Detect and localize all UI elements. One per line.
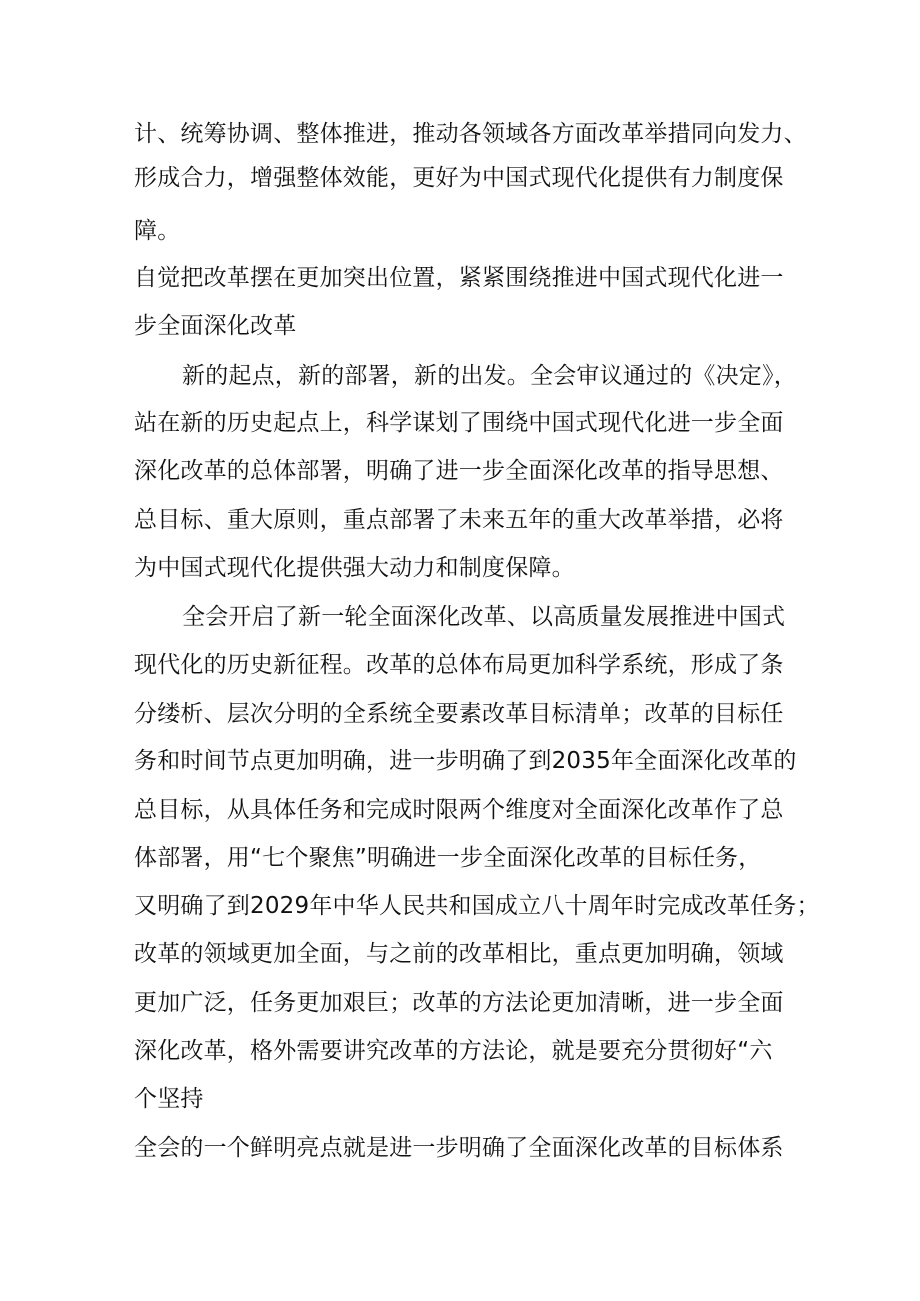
text-line: 总目标，从具体任务和完成时限两个维度对全面深化改革作了总 <box>134 797 784 823</box>
text-line: 形成合力，增强整体效能，更好为中国式现代化提供有力制度保 <box>134 165 784 191</box>
text-line: 深化改革的总体部署，明确了进一步全面深化改革的指导思想、 <box>134 458 784 484</box>
text-line: 现代化的历史新征程。改革的总体布局更加科学系统，形成了条 <box>134 652 784 678</box>
section-heading: 步全面深化改革 <box>134 313 297 339</box>
text-line: 障。 <box>134 218 181 244</box>
paragraph-start: 新的起点，新的部署，新的出发。全会审议通过的《决定》， <box>182 363 797 389</box>
section-heading: 自觉把改革摆在更加突出位置，紧紧围绕推进中国式现代化进一 <box>134 265 784 291</box>
paragraph-start: 全会开启了新一轮全面深化改革、以高质量发展推进中国式 <box>182 604 786 630</box>
text-line: 更加广泛，任务更加艰巨；改革的方法论更加清晰，进一步全面 <box>134 990 784 1016</box>
text-line: 务和时间节点更加明确，进一步明确了到2035年全面深化改革的 <box>134 748 797 774</box>
text-line: 个坚持 <box>134 1086 204 1112</box>
text-line: 为中国式现代化提供强大动力和制度保障。 <box>134 555 575 581</box>
text-line: 站在新的历史起点上，科学谋划了围绕中国式现代化进一步全面 <box>134 410 784 436</box>
section-heading: 全会的一个鲜明亮点就是进一步明确了全面深化改革的目标体系 <box>134 1135 784 1161</box>
text-line: 计、统筹协调、整体推进，推动各领域各方面改革举措同向发力、 <box>134 121 807 147</box>
text-line: 改革的领域更加全面，与之前的改革相比，重点更加明确，领域 <box>134 941 784 967</box>
text-line: 深化改革，格外需要讲究改革的方法论，就是要充分贯彻好“六 <box>134 1038 773 1064</box>
text-line: 体部署，用“七个聚焦”明确进一步全面深化改革的目标任务， <box>134 845 762 871</box>
text-line: 分缕析、层次分明的全系统全要素改革目标清单；改革的目标任 <box>134 701 784 727</box>
text-line: 总目标、重大原则，重点部署了未来五年的重大改革举措，必将 <box>134 507 784 533</box>
text-line: 又明确了到2029年中华人民共和国成立八十周年时完成改革任务； <box>134 893 820 919</box>
